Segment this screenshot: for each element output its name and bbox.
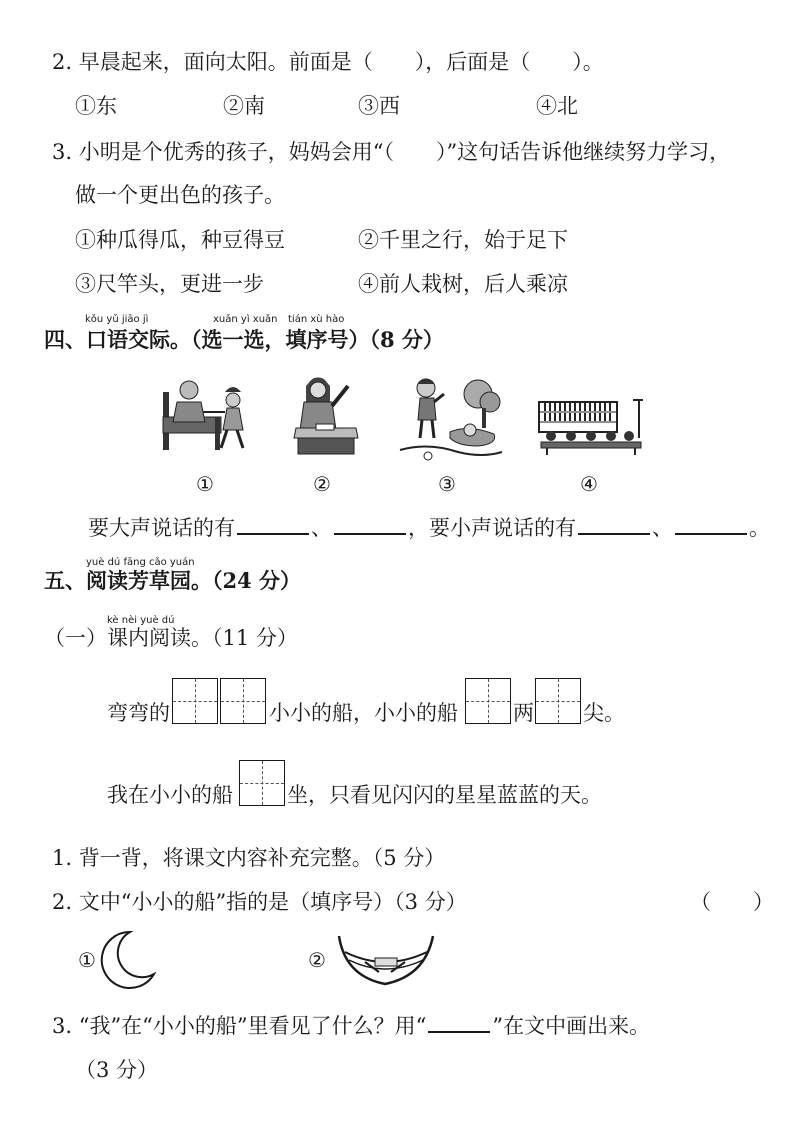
q3-option-1: ①种瓜得瓜，种豆得豆 [75,228,285,252]
poem-line1-part4: 尖。 [583,701,625,725]
section5-q1: 1. 背一背，将课文内容补充完整。（5 分） [52,846,446,870]
pinyin-yuedu: yuè dú fāng cǎo yuán [86,557,195,568]
river-help-shout-picture [398,372,504,464]
q3-option-2: ②千里之行，始于足下 [358,228,568,252]
pinyin-xuanyixuan: xuǎn yì xuǎn [213,314,278,325]
section4-title: 四、口语交际。（选一选，填序号）（8 分） [44,327,444,352]
q2-text: 2. 早晨起来，面向太阳。前面是（ ），后面是（ ）。 [52,50,604,74]
q3-option-3: ③尺竿头，更进一步 [75,272,264,296]
picture-caption-4: ④ [580,472,598,496]
section5-subtitle: （一）课内阅读。（11 分） [44,626,298,650]
section5-q2-answer-bracket[interactable]: （ ） [690,890,774,914]
fill-loud-blank-2[interactable] [334,533,406,535]
tianzige-box-4[interactable] [535,678,581,724]
pinyin-tianxuhao: tián xù hào [288,314,345,325]
crescent-moon-picture [100,930,156,990]
q2-option-label-1: ① [78,948,96,972]
tianzige-box-3[interactable] [465,678,511,724]
section5-title: 五、阅读芳草园。（24 分） [44,568,302,593]
pinyin-keneiyuedu: kè nèi yuè dú [107,615,175,626]
classroom-raise-hand-picture [292,372,360,458]
q3-underline-sample [428,1031,490,1033]
section5-q2: 2. 文中“小小的船”指的是（填序号）（3 分） [52,890,467,914]
poem-line1-part2: 小小的船，小小的船 [269,701,458,725]
q3-text-end: ”在文中画出来。 [492,1014,651,1038]
q3-line1: 3. 小明是个优秀的孩子，妈妈会用“（ ）”这句话告诉他继续努力学习， [52,140,731,164]
poem-line1-part3: 两 [513,701,534,725]
fill-separator-2: 、 [652,516,673,540]
fill-quiet-blank-1[interactable] [578,533,650,535]
sick-child-visit-picture [155,372,255,454]
fill-separator: 、 [311,516,332,540]
picture-caption-1: ① [196,472,214,496]
fill-quiet-blank-2[interactable] [675,533,747,535]
fill-end: 。 [749,516,770,540]
tianzige-box-5[interactable] [239,760,285,806]
tianzige-box-1[interactable] [172,678,218,724]
section5-q3 [52,1016,650,1037]
poem-line2-part1: 我在小小的船 [107,783,233,807]
fill-loud-blank-1[interactable] [237,533,309,535]
fill-quiet-label: ，要小声说话的有 [408,516,576,540]
pinyin-koyu: kǒu yǔ jiāo jì [85,314,149,325]
q2-option-3: ③西 [358,94,400,118]
poem-line2-part2: 坐，只看见闪闪的星星蓝蓝的天。 [287,783,602,807]
section5-q3-score: （3 分） [75,1058,159,1082]
picture-caption-2: ② [313,472,331,496]
fill-loud-label: 要大声说话的有 [88,516,235,540]
q2-option-2: ②南 [223,94,265,118]
tianzige-box-2[interactable] [220,678,266,724]
q2-option-label-2: ② [308,948,326,972]
library-reading-picture [537,398,645,456]
picture-caption-3: ③ [438,472,456,496]
poem-line1-part1: 弯弯的 [107,701,170,725]
q3-text: 3. “我”在“小小的船”里看见了什么？用“ [52,1014,427,1038]
q3-option-4: ④前人栽树，后人乘凉 [358,272,568,296]
q2-option-1: ①东 [75,94,117,118]
boat-picture [335,932,437,990]
q2-option-4: ④北 [536,94,578,118]
q3-line2: 做一个更出色的孩子。 [75,183,285,207]
section4-fill-line [88,518,770,539]
